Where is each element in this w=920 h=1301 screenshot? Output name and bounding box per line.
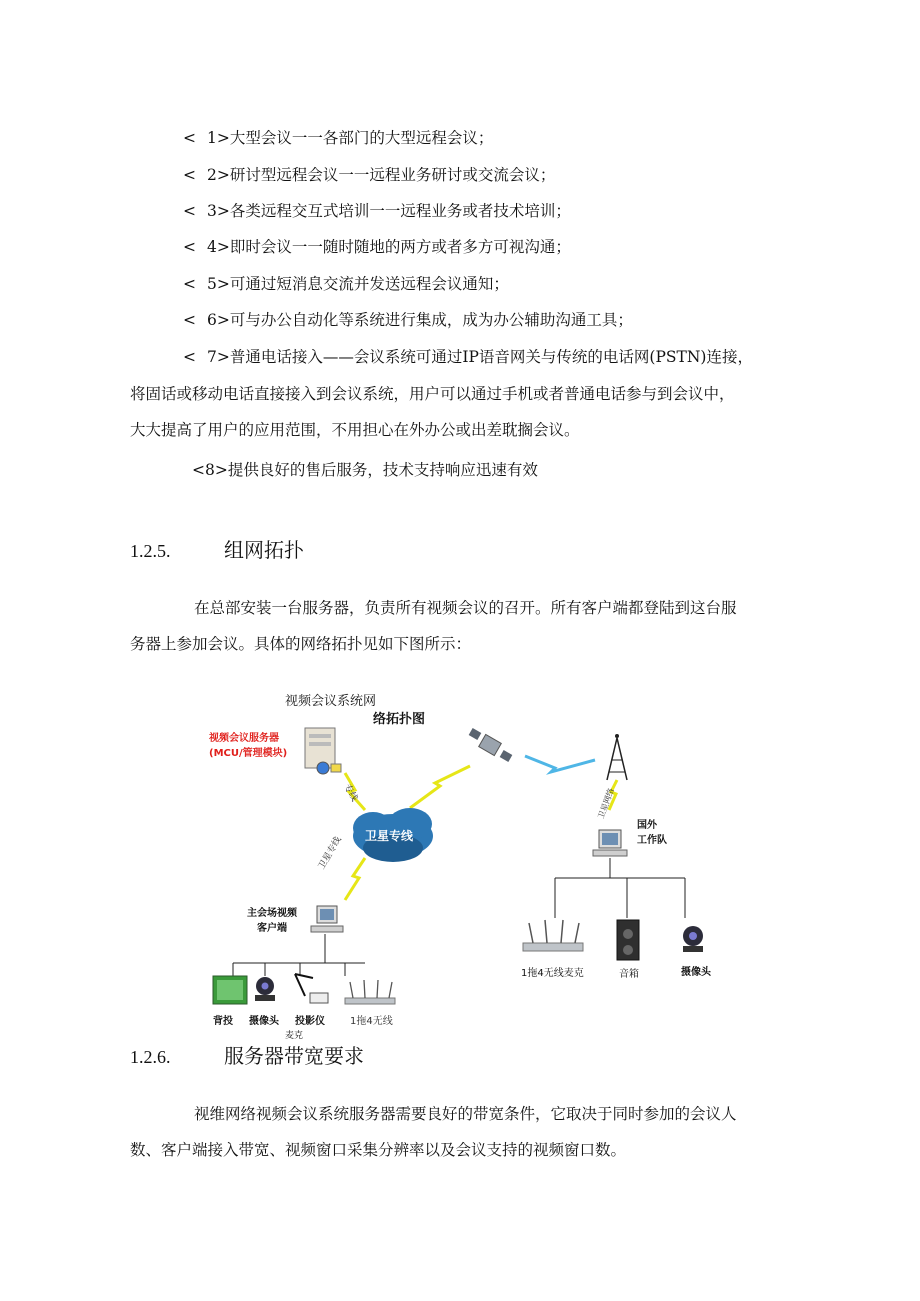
list-item-8: <8>提供良好的售后服务，技术支持响应迅速有效 [192,461,538,479]
paragraph-line: 在总部安装一台服务器，负责所有视频会议的召开。所有客户端都登陆到这台服 [194,599,737,617]
list-item-7: < 7>普通电话接入——会议系统可通过IP语音网关与传统的电话网(PSTN)连接， [183,348,753,366]
section-title: 服务器带宽要求 [224,1044,364,1068]
section-title: 组网拓扑 [224,538,304,562]
wireless-mic-icon [345,980,395,1004]
list-item-6: < 6>可与办公自动化等系统进行集成，成为办公辅助沟通工具； [183,311,633,329]
list-item-7-line-3: 大大提高了用户的应用范围，不用担心在外办公或出差耽搁会议。 [130,421,580,439]
device-label-speaker: 音箱 [619,969,639,980]
diagram-title-line-1: 视频会议系统网 [285,694,377,709]
projector-icon [295,974,328,1003]
section-number: 1.2.5. [130,541,171,561]
list-item-4: < 4>即时会议一一随时随地的两方或者多方可视沟通； [183,238,571,256]
antenna-tower-icon [607,734,627,780]
server-label-1: 视频会议服务器 [209,733,279,744]
network-topology-diagram [195,688,735,1043]
list-item-3: < 3>各类远程交互式培训一一远程业务或者技术培训； [183,202,571,220]
wireless-mic-icon [523,920,583,951]
list-item-2: < 2>研讨型远程会议一一远程业务研讨或交流会议； [183,166,556,184]
main-client-label-1: 主会场视频 [247,908,297,919]
cloud-label: 卫星专线 [365,829,414,843]
link-label-sat-net: 卫星网络 [596,786,616,821]
computer-icon [593,830,627,856]
device-label-mic-right: 1拖4无线麦克 [521,968,584,979]
speaker-icon [617,920,639,960]
device-label-camera-left: 摄像头 [249,1016,279,1027]
camera-icon [255,977,275,1001]
device-label-mic-left: 1拖4无线 [350,1016,393,1027]
list-item-7-line-2: 将固话或移动电话直接接入到会议系统，用户可以通过手机或者普通电话参与到会议中， [130,385,735,403]
device-label-camera-right: 摄像头 [681,967,711,978]
paragraph-line: 视维网络视频会议系统服务器需要良好的带宽条件，它取决于同时参加的会议人 [194,1105,737,1123]
link-label-dedicated: 专线 [341,782,360,804]
overseas-label-1: 国外 [637,820,657,831]
section-heading-1-2-6 [130,1043,364,1070]
link-label-satellite: 卫星专线 [317,835,344,872]
device-label-projector: 投影仪 [295,1016,325,1027]
camera-icon [683,926,703,952]
lightning-icon [345,858,365,900]
section-number: 1.2.6. [130,1047,171,1067]
list-item-1: < 1>大型会议一一各部门的大型远程会议； [183,129,494,147]
list-item-5: < 5>可通过短消息交流并发送远程会议通知； [183,275,509,293]
server-icon [305,728,341,774]
lightning-icon [410,766,470,808]
diagram-title-line-2: 络拓扑图 [373,712,426,727]
rear-projection-tv-icon [213,976,247,1004]
satellite-icon [469,728,513,762]
computer-icon [311,906,343,932]
device-label-mic-left-2: 麦克 [285,1031,304,1041]
server-label-2: (MCU/管理模块) [209,748,288,759]
main-client-label-2: 客户端 [257,923,287,934]
device-label-backprojection: 背投 [213,1016,233,1027]
paragraph-line: 务器上参加会议。具体的网络拓扑见如下图所示： [130,635,472,653]
section-heading-1-2-5 [130,537,304,564]
overseas-label-2: 工作队 [637,835,667,846]
lightning-icon [525,756,595,772]
paragraph-line: 数、客户端接入带宽、视频窗口采集分辨率以及会议支持的视频窗口数。 [130,1141,627,1159]
